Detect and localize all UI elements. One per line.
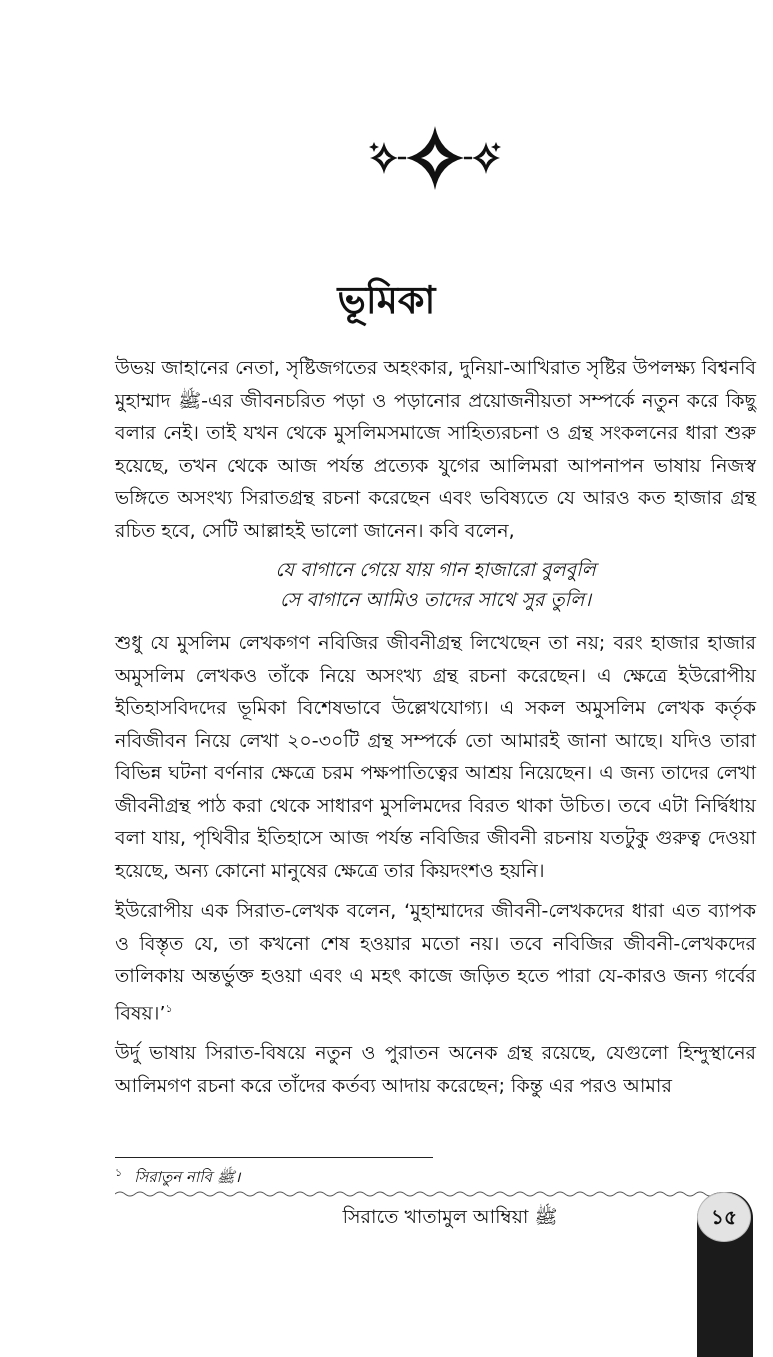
running-title: সিরাতে খাতামুল আম্বিয়া ﷺ <box>342 1206 558 1228</box>
page-number: ১৫ <box>697 1192 751 1242</box>
paragraph-2: শুধু যে মুসলিম লেখকগণ নবিজির জীবনীগ্রন্থ লিখেছেন তা নয়; বরং হাজার হাজার অমুসলিম লেখকও তাঁকে নিয়ে অসংখ্য গ্রন্থ রচনা করেছেন। এ ক্ষেত্রে ইউরোপীয় ইতিহাসবিদদের ভূমিকা বিশেষভাবে উল্লেখযোগ্য। এ সকল অমুসলিম লেখক কর্তৃক নবিজীবন নিয়ে লেখা ২০-৩০টি গ্রন্থ সম্পর্কে তো আমারই জানা আছে। যদিও তারা বিভিন্ন ঘটনা বর্ণনার ক্ষেত্রে চরম পক্ষপাতিত্বের আশ্রয় নিয়েছেন। এ জন্য তাদের লেখা জীবনীগ্রন্থ পাঠ করা থেকে সাধারণ মুসলিমদের বিরত থাকা উচিত। তবে এটা নির্দ্বিধায় বলা যায়, পৃথিবীর ইতিহাসে আজ পর্যন্ত নবিজির জীবনী রচনায় যতটুকু গুরুত্ব দেওয়া হয়েছে, অন্য কোনো মানুষের ক্ষেত্রে তার কিয়দংশও হয়নি। <box>115 632 756 882</box>
verse-block <box>115 555 756 615</box>
verse-line-2: সে বাগানে আমিও তাদের সাথে সুর তুলি। <box>279 589 592 611</box>
paragraph-4: উর্দু ভাষায় সিরাত-বিষয়ে নতুন ও পুরাতন অনেক গ্রন্থ রয়েছে, যেগুলো হিন্দুস্থানের আলিমগণ রচনা করে তাঁদের কর্তব্য আদায় করেছেন; কিন্তু এর পরও আমার <box>115 1042 756 1097</box>
paragraph-3 <box>115 895 756 1029</box>
body-text <box>115 352 756 1110</box>
footer-wave-divider <box>115 1190 715 1198</box>
paragraph-1: উভয় জাহানের নেতা, সৃষ্টিজগতের অহংকার, দুনিয়া-আখিরাত সৃষ্টির উপলক্ষ্য বিশ্বনবি মুহাম্মাদ ﷺ-এর জীবনচরিত পড়া ও পড়ানোর প্রয়োজনীয়তা সম্পর্কে নতুন করে কিছু বলার নেই। তাই যখন থেকে মুসলিমসমাজে সাহিত্যরচনা ও গ্রন্থ সংকলনের ধারা শুরু হয়েছে, তখন থেকে আজ পর্যন্ত প্রত্যেক যুগের আলিমরা আপনাপন ভাষায় নিজস্ব ভঙ্গিতে অসংখ্য সিরাতগ্রন্থ রচনা করেছেন এবং ভবিষ্যতে যে আরও কত হাজার গ্রন্থ রচিত হবে, সেটি আল্লাহই ভালো জানেন। কবি বলেন, <box>115 357 756 542</box>
footnote-reference: ১ <box>165 1001 173 1015</box>
footnote-text: সিরাতুন নাবি ﷺ। <box>134 1168 241 1186</box>
verse-line-1: যে বাগানে গেয়ে যায় গান হাজারো বুলবুলি <box>275 559 596 581</box>
footnote-divider <box>115 1157 433 1158</box>
paragraph-3-text: ইউরোপীয় এক সিরাত-লেখক বলেন, ‘মুহাম্মাদের জীবনী-লেখকদের ধারা এত ব্যাপক ও বিস্তৃত যে, তা কখনো শেষ হওয়ার মতো নয়। তবে নবিজির জীবনী-লেখকদের তালিকায় অন্তর্ভুক্ত হওয়া এবং এ মহৎ কাজে জড়িত হতে পারা যে-কারও জন্য গর্বের বিষয়।’ <box>115 900 756 1024</box>
chapter-heading: ভূমিকা <box>337 278 436 322</box>
ornament-icon <box>360 120 510 196</box>
footnote-number: ১ <box>115 1166 123 1179</box>
footnote <box>115 1162 240 1188</box>
